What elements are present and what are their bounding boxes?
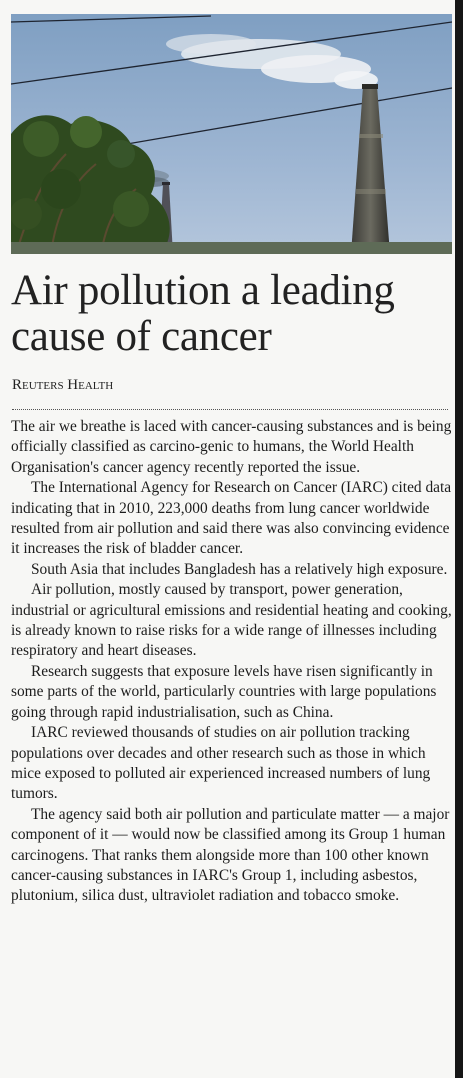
byline-divider — [12, 409, 448, 410]
body-paragraph: Air pollution, mostly caused by transport, power generation, industrial or agricultural emissions and residential heating and cooking, is already known to raise risks for a wide range of illnesses including respiratory and heart diseases. — [11, 581, 452, 660]
headline-line-1: Air pollution a leading — [11, 267, 395, 314]
article-body — [11, 417, 455, 907]
headline-line-2: cause of cancer — [11, 313, 272, 360]
article-byline: Reuters Health — [12, 377, 114, 393]
smokestacks-image — [11, 14, 452, 254]
body-paragraph: Research suggests that exposure levels have risen significantly in some parts of the world, particularly countries with large populations going through rapid industrialisation, such as China. — [11, 662, 437, 721]
body-paragraph: IARC reviewed thousands of studies on air pollution tracking populations over decades and other research such as those in which mice exposed to polluted air experienced increased numbers of lung tumors. — [11, 724, 431, 803]
body-paragraph: South Asia that includes Bangladesh has a relatively high exposure. — [31, 560, 448, 578]
body-paragraph: The International Agency for Research on Cancer (IARC) cited data indicating that in 2010, 223,000 deaths from lung cancer worldwide resulted from air pollution and said there was also convincing evidence it increases the risk of bladder cancer. — [11, 479, 452, 558]
page-edge — [455, 0, 463, 1078]
body-paragraph: The air we breathe is laced with cancer-causing substances and is being officially classified as carcino-genic to humans, the World Health Organisation's cancer agency recently reported the issue. — [11, 418, 452, 476]
article-photo — [11, 14, 452, 254]
article-headline — [11, 268, 455, 360]
body-paragraph: The agency said both air pollution and particulate matter — a major component of it — would now be classified among its Group 1 human carcinogens. That ranks them alongside more than 100 other known cancer-causing substances in IARC's Group 1, including asbestos, plutonium, silica dust, ultraviolet radiation and tobacco smoke. — [11, 805, 450, 905]
